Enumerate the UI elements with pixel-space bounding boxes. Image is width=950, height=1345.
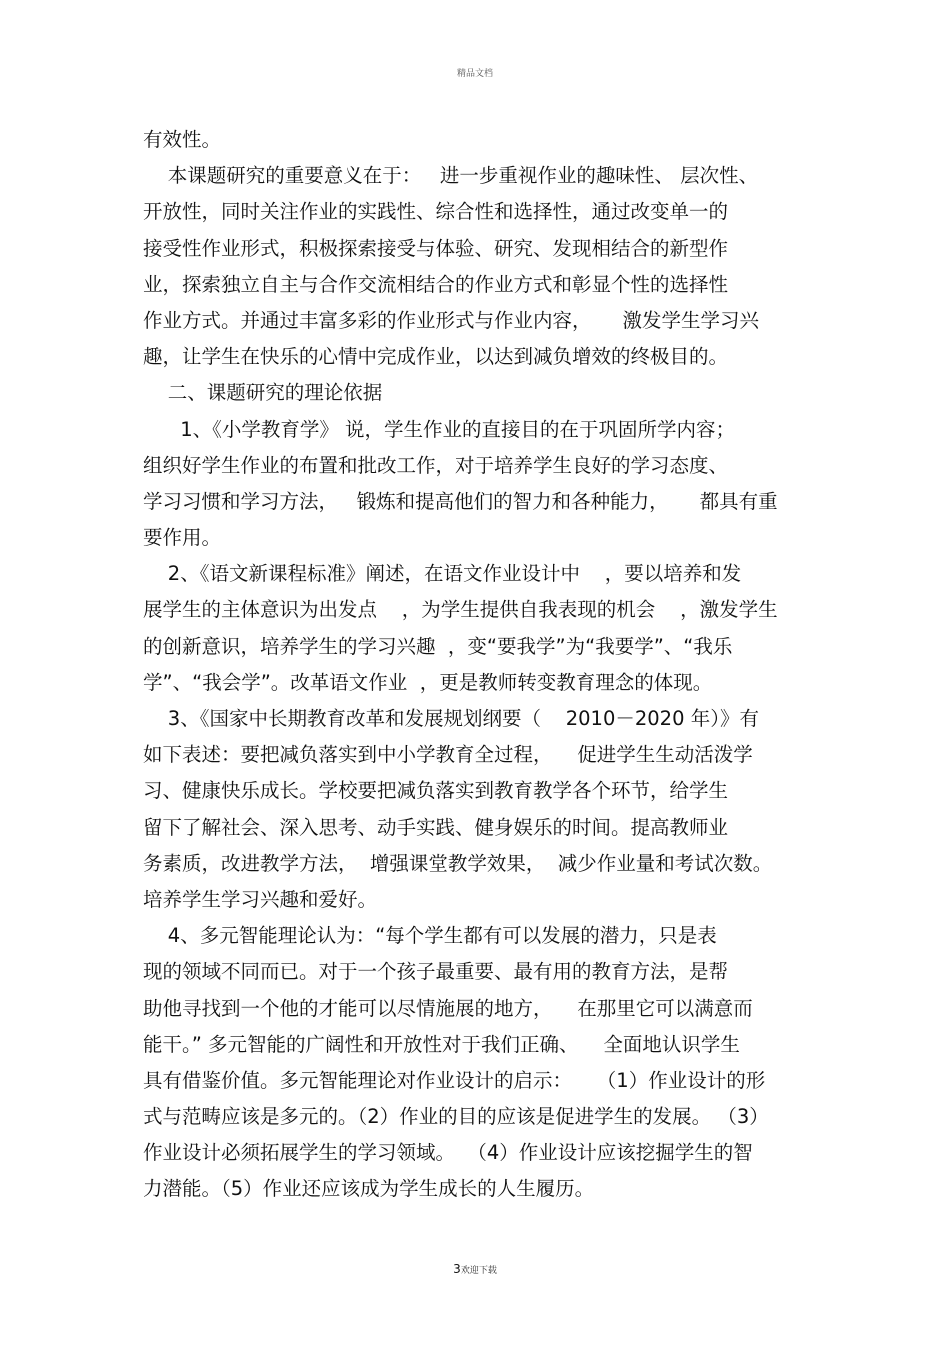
text-line: 现的领域不同而已。对于一个孩子最重要、最有用的教育方法，是帮 [143, 960, 729, 984]
page-number: 3 [453, 1262, 461, 1276]
text-line: 趣，让学生在快乐的心情中完成作业，以达到减负增效的终极目的。 [143, 345, 729, 369]
text-line: 的创新意识，培养学生的学习兴趣 ，变“要我学”为“我要学”、“我乐 [143, 634, 733, 658]
text-line: 务素质，改进教学方法， 增强课堂教学效果， 减少作业量和考试次数。 [143, 851, 773, 875]
text-line: 学”、“我会学”。改革语文作业 ，更是教师转变教育理念的体现。 [143, 670, 713, 694]
text-line: 留下了解社会、深入思考、动手实践、健身娱乐的时间。提高教师业 [143, 815, 729, 839]
page-header: 精品文档 [456, 69, 493, 79]
text-line: 具有借鉴价值。多元智能理论对作业设计的启示： （1）作业设计的形 [143, 1068, 766, 1092]
text-line: 学习习惯和学习方法， 锻炼和提高他们的智力和各种能力， 都具有重 [143, 489, 778, 513]
text-line: 本课题研究的重要意义在于： 进一步重视作业的趣味性、 层次性、 [143, 164, 759, 188]
page-footer [0, 1262, 950, 1276]
text-line: 能干。” 多元智能的广阔性和开放性对于我们正确、 全面地认识学生 [143, 1032, 740, 1056]
text-line: 业，探索独立自主与合作交流相结合的作业方式和彰显个性的选择性 [143, 272, 729, 296]
text-line: 作业设计必须拓展学生的学习领域。 （4）作业设计应该挖掘学生的智 [143, 1141, 753, 1165]
text-line: 展学生的主体意识为出发点 ，为学生提供自我表现的机会 ，激发学生 [143, 598, 778, 622]
text-line: 力潜能。（5）作业还应该成为学生成长的人生履历。 [143, 1177, 595, 1201]
text-line: 有效性。 [143, 128, 222, 151]
text-line: 助他寻找到一个他的才能可以尽情施展的地方， 在那里它可以满意而 [143, 996, 753, 1020]
text-line: 组织好学生作业的布置和批改工作，对于培养学生良好的学习态度、 [143, 453, 729, 477]
text-line: 1、《小学教育学》 说，学生作业的直接目的在于巩固所学内容； [143, 417, 736, 441]
text-line: 要作用。 [143, 526, 222, 550]
text-line: 3、《国家中长期教育改革和发展规划纲要（ 2010－2020 年）》有 [143, 707, 759, 730]
text-line: 习、健康快乐成长。学校要把减负落实到教育教学各个环节，给学生 [143, 779, 729, 803]
text-line: 接受性作业形式，积极探索接受与体验、研究、发现相结合的新型作 [143, 236, 729, 260]
text-line: 作业方式。并通过丰富多彩的作业形式与作业内容， 激发学生学习兴 [143, 308, 759, 332]
text-line: 二、课题研究的理论依据 [143, 381, 383, 405]
text-line: 开放性，同时关注作业的实践性、综合性和选择性，通过改变单一的 [143, 200, 729, 224]
text-line: 4、多元智能理论认为：“每个学生都有可以发展的潜力，只是表 [143, 924, 717, 948]
text-line: 式与范畴应该是多元的。（2）作业的目的应该是促进学生的发展。 （3） [143, 1105, 769, 1129]
text-line: 培养学生学习兴趣和爱好。 [143, 887, 378, 911]
text-line: 如下表述：要把减负落实到中小学教育全过程， 促进学生生动活泼学 [143, 743, 753, 767]
footer-text: 欢迎下载 [460, 1266, 497, 1276]
document-body [143, 122, 813, 1208]
text-line: 2、《语文新课程标准》阐述，在语文作业设计中 ，要以培养和发 [143, 562, 742, 586]
